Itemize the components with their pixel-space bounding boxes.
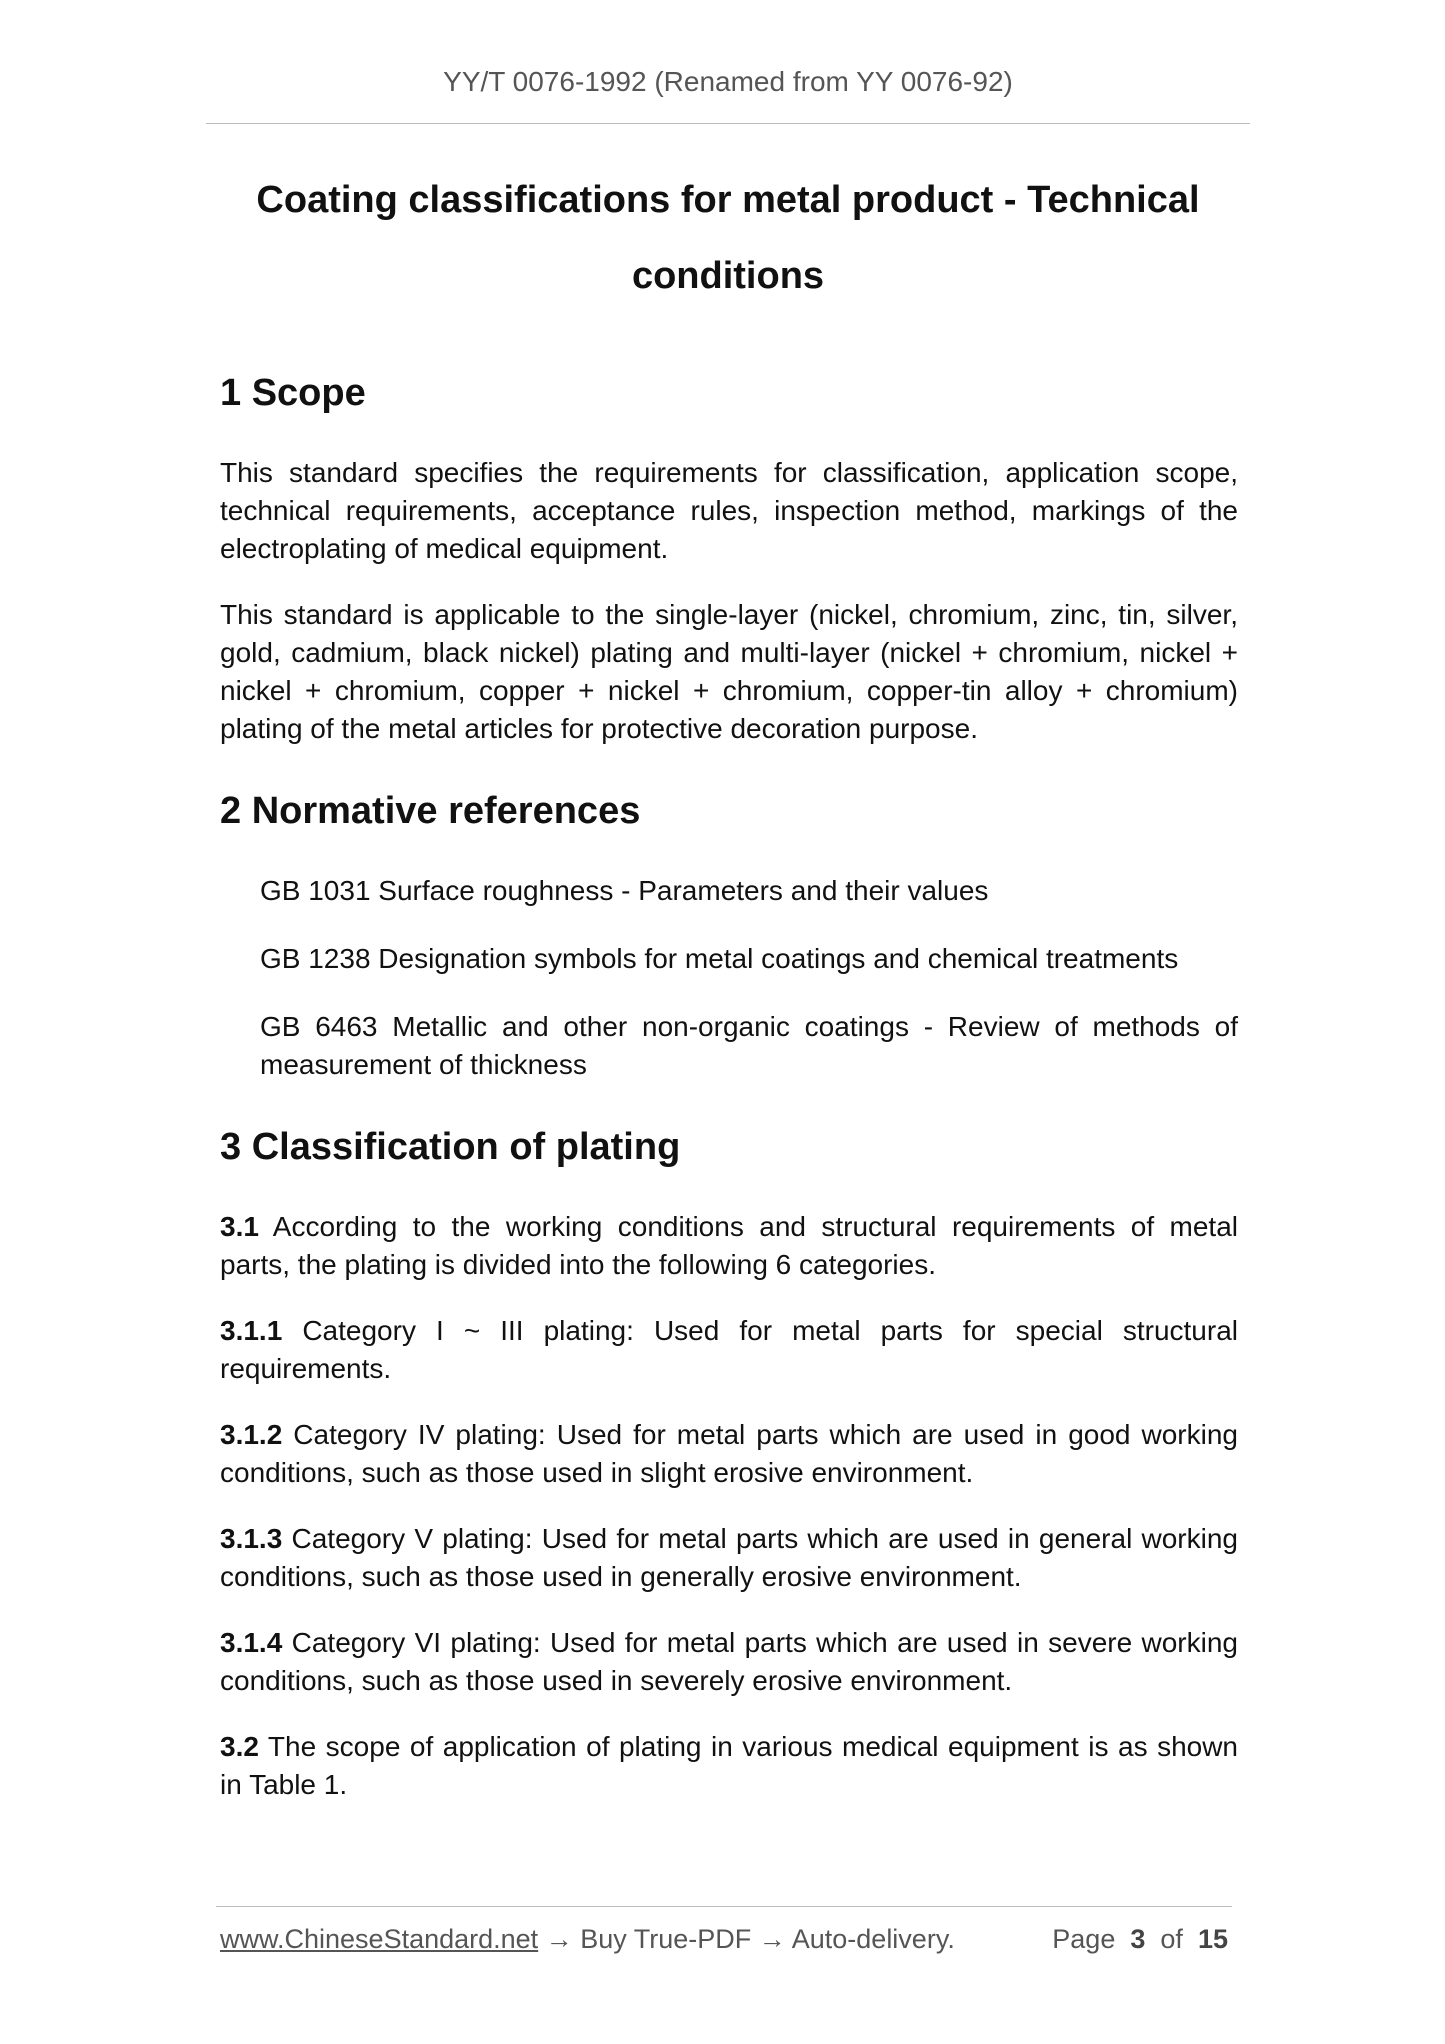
clause-text: The scope of application of plating in various medical equipment is as shown in Table 1. — [220, 1731, 1238, 1800]
clause-number: 3.1 — [220, 1211, 259, 1242]
clause-number: 3.2 — [220, 1731, 259, 1762]
clause-3-2 — [220, 1728, 1238, 1804]
running-header: YY/T 0076-1992 (Renamed from YY 0076-92) — [443, 66, 1013, 97]
clause-text: Category V plating: Used for metal parts which are used in general working conditions, such as those used in generally erosive environment. — [220, 1523, 1238, 1592]
section-heading-normative-references: 2 Normative references — [220, 790, 641, 832]
reference-item: GB 1238 Designation symbols for metal coatings and chemical treatments — [260, 943, 1179, 974]
page-footer — [220, 1924, 1232, 1955]
site-link[interactable]: www.ChineseStandard.net — [220, 1924, 539, 1954]
footer-tagline: → Buy True-PDF → Auto-delivery. — [538, 1924, 955, 1954]
page-indicator: Page 3 of 15 — [1052, 1924, 1228, 1954]
scope-paragraph-2: This standard is applicable to the single-layer (nickel, chromium, zinc, tin, silver, gold, cadmium, black nickel) plating and multi-layer (nickel + chromium, nickel + nickel + chromium, copper + nickel + chromium, copper-tin alloy + chromium) plating of the metal articles for protective decoration purpose. — [220, 599, 1238, 744]
clause-3-1-3 — [220, 1520, 1238, 1596]
document-body — [220, 360, 1238, 1804]
reference-item: GB 1031 Surface roughness - Parameters and their values — [260, 875, 989, 906]
clause-text: Category VI plating: Used for metal parts which are used in severe working conditions, such as those used in severely erosive environment. — [220, 1627, 1238, 1696]
clause-number: 3.1.2 — [220, 1419, 283, 1450]
page-total: 15 — [1197, 1924, 1228, 1954]
footer-divider — [216, 1906, 1232, 1907]
clause-text: Category IV plating: Used for metal parts which are used in good working conditions, such as those used in slight erosive environment. — [220, 1419, 1238, 1488]
section-heading-scope: 1 Scope — [220, 372, 366, 414]
clause-3-1 — [220, 1208, 1238, 1284]
clause-number: 3.1.3 — [220, 1523, 283, 1554]
clause-3-1-1 — [220, 1312, 1238, 1388]
scope-paragraph-1: This standard specifies the requirements for classification, application scope, technical requirements, acceptance rules, inspection method, markings of the electroplating of medical equipment. — [220, 457, 1238, 564]
reference-item: GB 6463 Metallic and other non-organic coatings - Review of methods of measurement of thickness — [260, 1011, 1238, 1080]
clause-number: 3.1.4 — [220, 1627, 283, 1658]
clause-3-1-4 — [220, 1624, 1238, 1700]
clause-3-1-2 — [220, 1416, 1238, 1492]
title-line-1: Coating classifications for metal product - Technical — [256, 179, 1200, 221]
page-number: 3 — [1130, 1924, 1146, 1954]
clause-text: Category I ~ III plating: Used for metal parts for special structural requirements. — [220, 1315, 1238, 1384]
title-line-2: conditions — [631, 255, 825, 297]
header-divider — [206, 123, 1250, 124]
section-heading-classification: 3 Classification of plating — [220, 1126, 681, 1168]
clause-number: 3.1.1 — [220, 1315, 283, 1346]
document-title — [206, 162, 1250, 314]
clause-text: According to the working conditions and structural requirements of metal parts, the plating is divided into the following 6 categories. — [220, 1211, 1238, 1280]
